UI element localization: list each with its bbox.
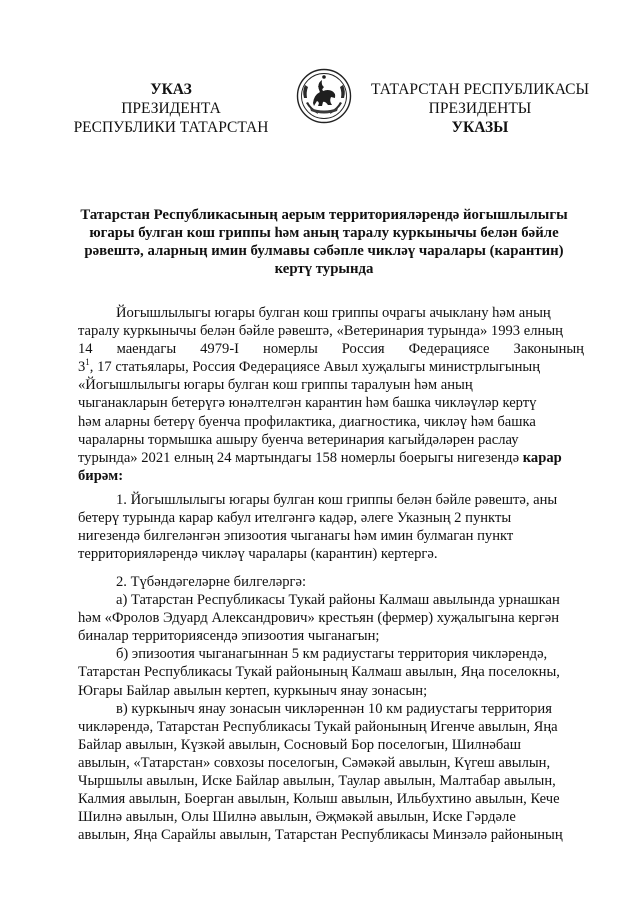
item-2v-line: Чыршылы авылын, Иске Байлар авылын, Таулар авылын, Малтабар авылын, xyxy=(78,773,556,790)
title-line: кертү турында xyxy=(274,261,374,277)
item-1-line: территорияләрендә чикләү чаралары (карантин) кертергә. xyxy=(78,546,438,563)
preamble-line xyxy=(78,449,584,467)
item-2a-line: биналар территориясендә эпизоотия чыганагын; xyxy=(78,628,380,645)
item-1-line: нигезендә билгеләнгән эпизоотия чыганагы һәм имин булмаган пункт xyxy=(78,528,514,545)
item-2v-line: авылын, Яңа Сарайлы авылын, Татарстан Республикасы Минзәлә районының xyxy=(78,827,563,844)
preamble-word: маендагы xyxy=(116,341,177,358)
preamble-line-bold: бирәм: xyxy=(78,467,124,484)
decree-title xyxy=(60,206,588,278)
item-1-line: 1. Йогышлылыгы югары булган кош гриппы белән бәйле рәвештә, аны xyxy=(116,492,558,508)
preamble-word: номерлы xyxy=(263,341,318,358)
title-line: югары булган кош гриппы һәм аның таралу куркынычы белән бәйле xyxy=(89,225,559,241)
preamble-word: Федерациясе xyxy=(408,341,490,358)
title-line: рәвештә, аларның имин булмавы сәбәпле чикләү чаралары (карантин) xyxy=(84,243,564,259)
item-2v-line: в) куркыныч янау зонасын чикләреннән 10 км радиустагы территория xyxy=(116,700,552,717)
header-tatar xyxy=(370,80,590,137)
item-2v-line: авылын, «Татарстан» совхозы поселогын, Сәмәкәй авылын, Күгеш авылын, xyxy=(78,754,551,771)
preamble-word: 4979-I xyxy=(200,341,240,358)
preamble-text: турында» 2021 елның 24 мартындагы 158 номерлы боерыгы нигезендә xyxy=(78,449,520,466)
item-2v-line: Шилнә авылын, Олы Шилнә авылын, Әҗмәкәй авылын, Иске Гәрдәле xyxy=(78,809,516,826)
item-2b-line: Югары Байлар авылын кертеп, куркыныч янау зонасын; xyxy=(78,682,428,699)
header-tt-line3: УКАЗЫ xyxy=(451,119,509,136)
preamble-text: , 17 статьялары, Россия Федерациясе Авыл хуҗалыгы министрлыгының xyxy=(89,359,541,376)
article-number: 3 xyxy=(78,359,86,376)
tatarstan-coat-of-arms-icon xyxy=(296,68,352,124)
decision-word: карар xyxy=(522,449,562,466)
preamble-line: Йогышлылыгы югары булган кош гриппы очрагы ачыклану һәм аның xyxy=(116,305,551,321)
header-ru-line3: РЕСПУБЛИКИ ТАТАРСТАН xyxy=(73,119,269,136)
preamble-line: һәм аларны бетерү буенча профилактика, диагностика, чикләү һәм башка xyxy=(78,413,536,430)
preamble-word: Россия xyxy=(341,341,385,358)
item-2b-line: Татарстан Республикасы Тукай районының Калмаш авылын, Яңа поселокны, xyxy=(78,664,560,681)
item-2b-line: б) эпизоотия чыганагыннан 5 км радиустагы территория чикләрендә, xyxy=(116,646,548,663)
item-2a-line: а) Татарстан Республикасы Тукай районы Калмаш авылында урнашкан xyxy=(116,592,560,609)
preamble-paragraph xyxy=(78,304,584,485)
article-superscript: 1 xyxy=(85,357,90,368)
header-russian xyxy=(66,80,276,137)
preamble-word: Законының xyxy=(513,341,584,358)
preamble-word: 14 xyxy=(78,341,93,358)
item-2v-line: чикләрендә, Татарстан Республикасы Тукай районының Игенче авылын, Яңа xyxy=(78,718,558,735)
preamble-line: «Йогышлылыгы югары булган кош гриппы таралуын һәм аның xyxy=(78,377,473,394)
header-ru-line2: ПРЕЗИДЕНТА xyxy=(121,100,221,117)
preamble-line: чыганакларын бетерүгә юнәлтелгән карантин һәм башка чикләүләр кертү xyxy=(78,395,537,412)
header-ru-line1: УКАЗ xyxy=(150,81,192,98)
header-tt-line1: ТАТАРСТАН РЕСПУБЛИКАСЫ xyxy=(371,81,589,98)
item-1-line: бетерү турында карар кабул ителгәнгә кадәр, әлеге Указның 2 пункты xyxy=(78,510,512,527)
preamble-line xyxy=(78,358,584,376)
item-2-paragraph xyxy=(78,573,584,844)
preamble-line xyxy=(78,340,584,358)
item-2v-line: Калмия авылын, Боерган авылын, Колыш авылын, Ильбухтино авылын, Кече xyxy=(78,791,560,808)
title-line: Татарстан Республикасының аерым территорияләрендә йогышлылыгы xyxy=(80,207,568,223)
preamble-line: чараларны тормышка ашыру буенча ветеринария кагыйдәләрен раслау xyxy=(78,431,519,448)
item-2a-line: һәм «Фролов Эдуард Александрович» крестьян (фермер) хуҗалыгына кергән xyxy=(78,610,560,627)
header-tt-line2: ПРЕЗИДЕНТЫ xyxy=(428,100,532,117)
item-2-heading: 2. Түбәндәгеләрне билгеләргә: xyxy=(116,574,307,590)
item-1-paragraph xyxy=(78,491,584,563)
preamble-line: таралу куркынычы белән бәйле рәвештә, «Ветеринария турында» 1993 елның xyxy=(78,323,563,340)
item-2v-line: Байлар авылын, Күзкәй авылын, Сосновый Бор поселогын, Шилнәбаш xyxy=(78,736,522,753)
